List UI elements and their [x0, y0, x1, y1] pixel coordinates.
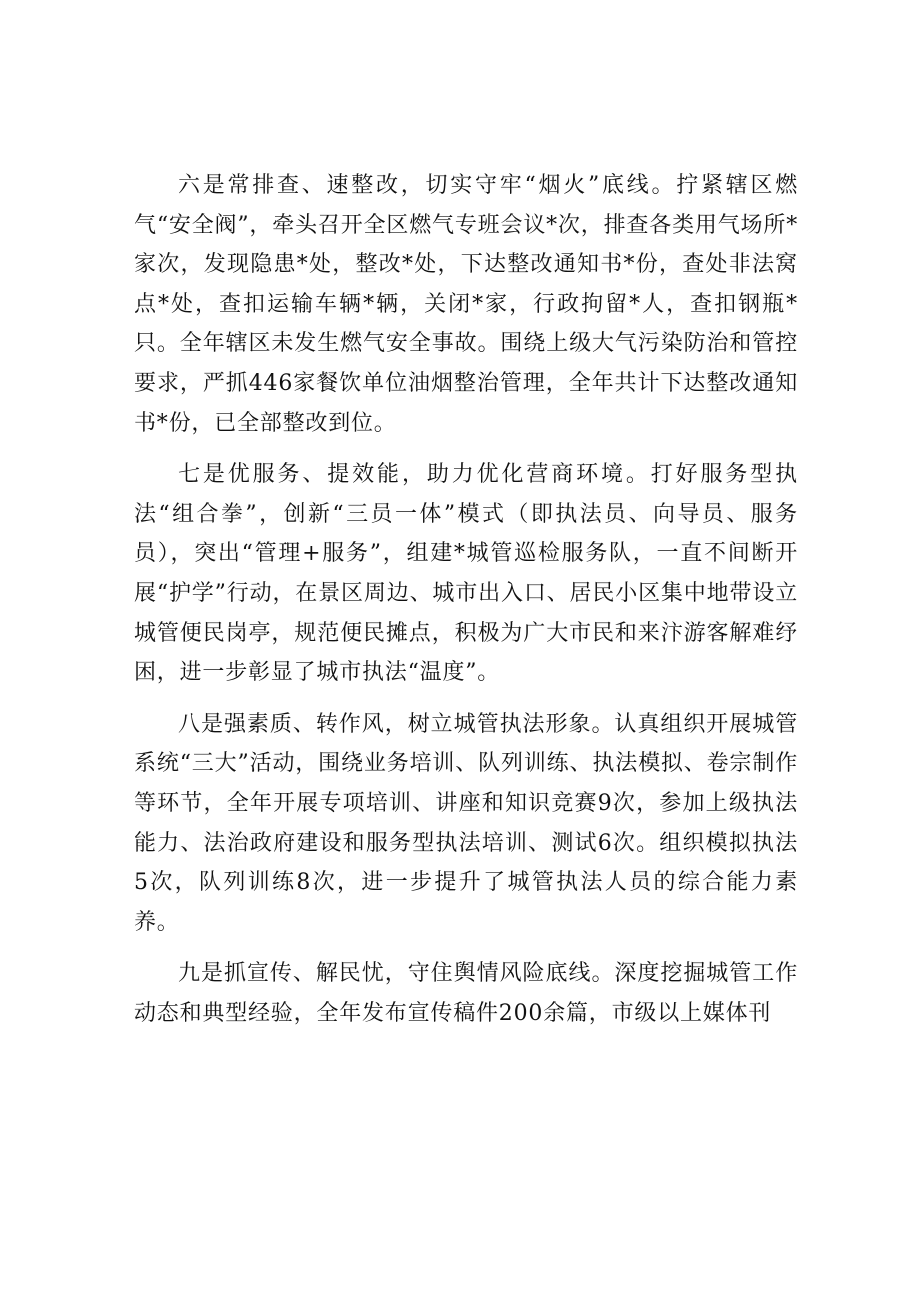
paragraph-nine: 九是抓宣传、解民忧，守住舆情风险底线。深度挖掘城管工作动态和典型经验，全年发布宣传稿件200余篇，市级以上媒体刊 [134, 961, 798, 1026]
paragraph-eight: 八是强素质、转作风，树立城管执法形象。认真组织开展城管系统“三大”活动，围绕业务培训、队列训练、执法模拟、卷宗制作等环节，全年开展专项培训、讲座和知识竞赛9次，参加上级执法能力、法治政府建设和服务型执法培训、测试6次。组织模拟执法5次，队列训练8次，进一步提升了城管执法人员的综合能力素养。 [134, 711, 798, 935]
paragraph-six: 六是常排查、速整改，切实守牢“烟火”底线。拧紧辖区燃气“安全阀”，牵头召开全区燃气专班会议*次，排查各类用气场所*家次，发现隐患*处，整改*处，下达整改通知书*份，查处非法窝点*处，查扣运输车辆*辆，关闭*家，行政拘留*人，查扣钢瓶*只。全年辖区未发生燃气安全事故。围绕上级大气污染防治和管控要求，严抓446家餐饮单位油烟整治管理，全年共计下达整改通知书*份，已全部整改到位。 [134, 173, 798, 436]
paragraph-seven: 七是优服务、提效能，助力优化营商环境。打好服务型执法“组合拳”，创新“三员一体”模式（即执法员、向导员、服务员），突出“管理+服务”，组建*城管巡检服务队，一直不间断开展“护学”行动，在景区周边、城市出入口、居民小区集中地带设立城管便民岗亭，规范便民摊点，积极为广大市民和来汴游客解难纾困，进一步彰显了城市执法“温度”。 [134, 462, 798, 686]
document-body [134, 166, 798, 1045]
